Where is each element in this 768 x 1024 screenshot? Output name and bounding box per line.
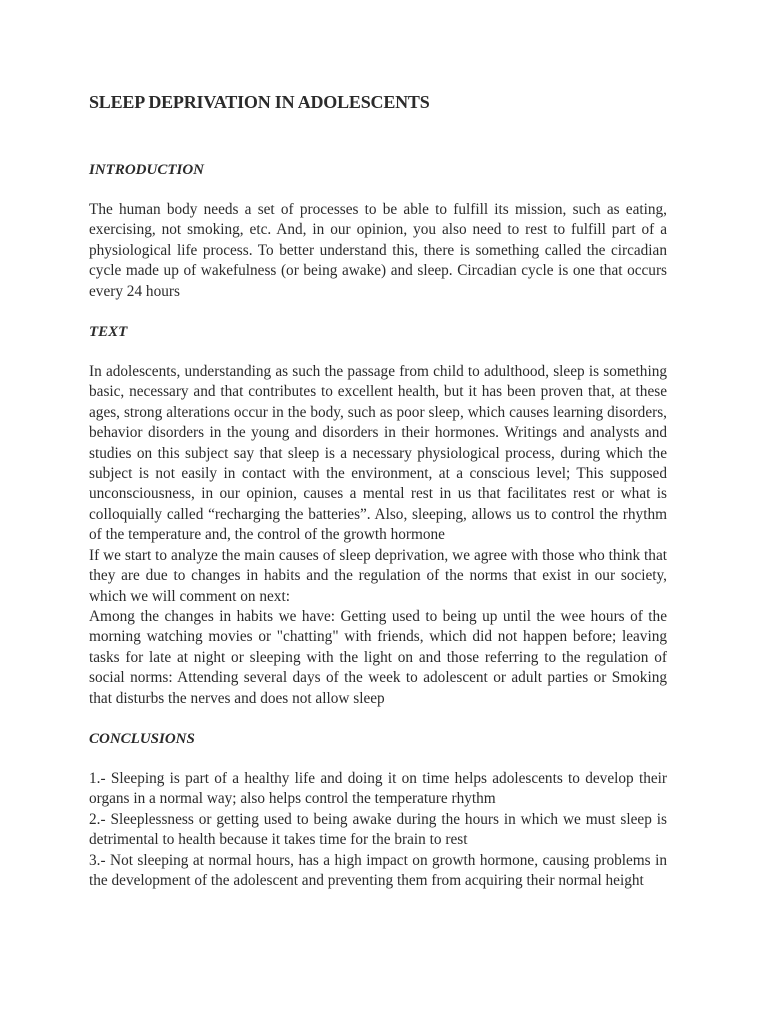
introduction-paragraph: The human body needs a set of processes to be able to fulfill its mission, such as eating, exercising, not smoking, etc. And, in our opinion, you also need to rest to fulfill part of a physiological life process. To better understand this, there is something called the circadian cycle made up of wakefulness (or being awake) and sleep. Circadian cycle is one that occurs every 24 hours: [89, 201, 667, 300]
document-title: SLEEP DEPRIVATION IN ADOLESCENTS: [89, 92, 430, 112]
conclusion-item-1: 1.- Sleeping is part of a healthy life and doing it on time helps adolescents to develop their organs in a normal way; also helps control the temperature rhythm: [89, 769, 667, 808]
text-paragraph-2: If we start to analyze the main causes of sleep deprivation, we agree with those who think that they are due to changes in habits and the regulation of the norms that exist in our society, which we will comment on next:: [89, 546, 667, 605]
conclusion-item-3: 3.- Not sleeping at normal hours, has a high impact on growth hormone, causing problems in the development of the adolescent and preventing them from acquiring their normal height: [89, 851, 667, 889]
heading-conclusions: CONCLUSIONS: [89, 730, 195, 747]
text-paragraph-1: In adolescents, understanding as such the passage from child to adulthood, sleep is something basic, necessary and that contributes to excellent health, but it has been proven that, at these ages, strong alterations occur in the body, such as poor sleep, which causes learning disorders, behavior disorders in the young and disorders in their hormones. Writings and analysts and studies on this subject say that sleep is a necessary physiological process, during which the subject is not easily in contact with the environment, at a conscious level; This supposed unconsciousness, in our opinion, causes a mental rest in us that facilitates rest or what is colloquially called “recharging the batteries”. Also, sleeping, allows us to control the rhythm of the temperature and, the control of the growth hormone: [89, 363, 667, 544]
text-paragraph-3: Among the changes in habits we have: Getting used to being up until the wee hours of the morning watching movies or "chatting" with friends, which did not happen before; leaving tasks for late at night or sleeping with the light on and those referring to the regulation of social norms: Attending several days of the week to adolescent or adult parties or Smoking that disturbs the nerves and does not allow sleep: [89, 607, 667, 707]
conclusion-item-2: 2.- Sleeplessness or getting used to being awake during the hours in which we must sleep is detrimental to health because it takes time for the brain to rest: [89, 810, 667, 849]
document-page: [89, 90, 667, 891]
heading-introduction: INTRODUCTION: [89, 162, 205, 178]
heading-text: TEXT: [89, 324, 128, 341]
